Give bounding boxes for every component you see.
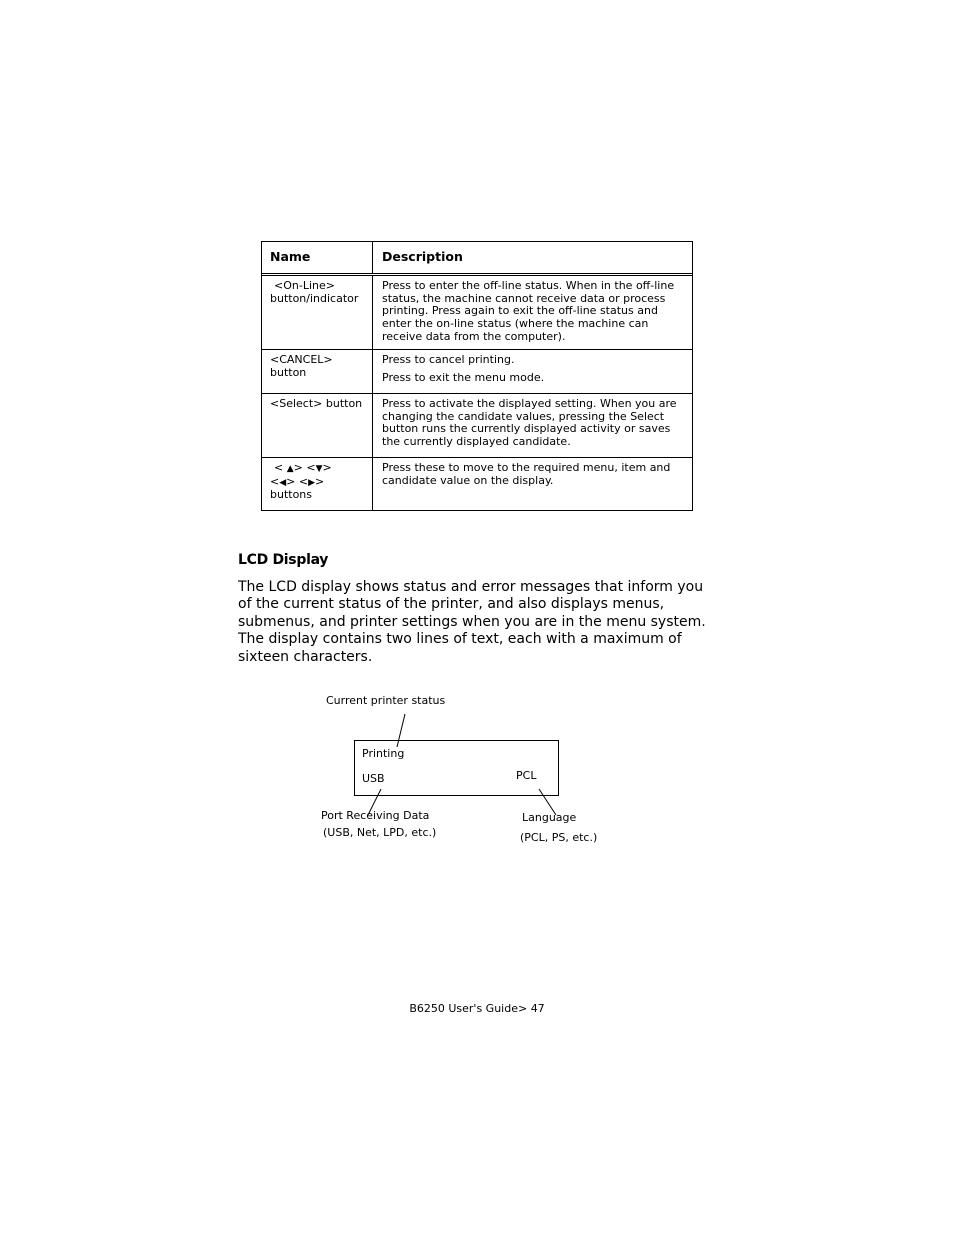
section-heading: LCD Display <box>238 552 329 568</box>
header-description: Description <box>382 249 463 264</box>
arrows-line-2: <◀> <▶> <box>270 474 325 488</box>
cancel-name-sub: button <box>270 365 307 379</box>
down-arrow-icon: ▼ <box>315 463 323 474</box>
port-label: Port Receiving Data <box>321 809 430 822</box>
page-footer: B6250 User's Guide> 47 <box>409 1002 545 1015</box>
select-name: <Select> button <box>262 394 373 457</box>
cancel-desc-1: Press to cancel printing. <box>382 352 515 366</box>
section-paragraph: The LCD display shows status and error messages that inform you of the current status of the printer, and also displays menus, submenus, and printer settings when you are in the menu system. The display contains two lines of text, each with a maximum of sixteen characters. <box>238 579 706 665</box>
arrows-line-1: < ▲> <▼> <box>274 460 332 474</box>
left-arrow-icon: ◀ <box>279 477 287 488</box>
cancel-name: <CANCEL> <box>270 352 333 366</box>
lcd-language-text: PCL <box>516 769 537 782</box>
arrows-name-sub: buttons <box>270 488 313 502</box>
status-callout-line <box>397 714 405 747</box>
right-arrow-icon: ▶ <box>308 477 315 488</box>
online-name-sub: button/indicator <box>270 291 359 305</box>
cancel-desc-2: Press to exit the menu mode. <box>382 370 545 384</box>
row-description: Press to enter the off-line status. When in the off-line status, the machine cannot receive data or process printing. Press again to exit the off-line status and enter the on-line status (where the machine can receive data from the computer). <box>382 278 675 343</box>
up-arrow-icon: ▲ <box>286 463 294 474</box>
header-name: Name <box>262 242 373 273</box>
lcd-port-text: USB <box>362 772 385 785</box>
lcd-status-text: Printing <box>362 747 405 760</box>
online-name: <On-Line> <box>274 278 335 292</box>
language-examples: (PCL, PS, etc.) <box>520 831 598 844</box>
language-label: Language <box>522 811 577 824</box>
row-description: Press to activate the displayed setting. When you are changing the candidate values, pressing the Select button runs the currently displayed activity or saves the currently displayed candidate. <box>382 396 677 449</box>
port-examples: (USB, Net, LPD, etc.) <box>323 826 437 839</box>
row-description: Press these to move to the required menu, item and candidate value on the display. <box>382 460 671 487</box>
status-label: Current printer status <box>326 694 446 707</box>
